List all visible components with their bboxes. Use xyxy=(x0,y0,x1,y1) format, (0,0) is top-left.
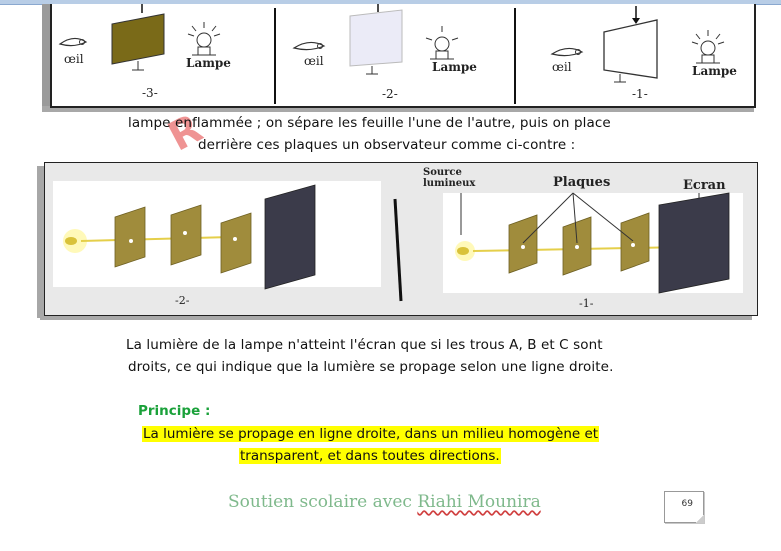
eye-label: œil xyxy=(304,54,324,68)
plate-A xyxy=(115,207,145,267)
paragraph-line: derrière ces plaques un observateur comme ci-contre : xyxy=(198,137,576,153)
hole-A xyxy=(129,239,133,243)
page-number-box xyxy=(664,491,704,523)
lamp-icon xyxy=(188,22,220,55)
screen-shape xyxy=(659,193,729,293)
eye-label: œil xyxy=(552,60,572,74)
page-number: 69 xyxy=(681,499,693,509)
footer-prefix: Soutien scolaire avec xyxy=(228,492,418,512)
experiment-number: -1- xyxy=(579,297,594,310)
hole-B xyxy=(183,231,187,235)
eye-label: œil xyxy=(64,52,84,66)
experiment-1 xyxy=(455,193,729,293)
footer-text xyxy=(228,492,541,512)
source-label: lumineux xyxy=(423,178,476,189)
arrow-head xyxy=(632,18,640,24)
principle-line: La lumière se propage en ligne droite, dans un milieu homogène et xyxy=(143,426,599,442)
plate-shape xyxy=(350,10,402,66)
lamp-label: Lampe xyxy=(186,56,231,70)
paragraph-line: droits, ce qui indique que la lumière se propage selon une ligne droite. xyxy=(128,359,614,375)
panel-number: -1- xyxy=(632,87,648,101)
plate-A xyxy=(509,215,537,273)
light-ray xyxy=(81,237,231,241)
lamp-label: Lampe xyxy=(432,60,477,74)
experiment-divider xyxy=(395,199,401,301)
watermark-mark: R xyxy=(161,105,210,161)
paragraph-line: lampe enflammée ; on sépare les feuille l'une de l'autre, puis on place xyxy=(128,115,611,131)
principle-title: Principe : xyxy=(138,403,211,419)
hole-B xyxy=(575,245,579,249)
screen-label: Ecran xyxy=(683,178,726,193)
footer-author: Riahi Mounira xyxy=(417,492,541,512)
hole-A xyxy=(521,245,525,249)
plates-label: Plaques xyxy=(553,175,611,190)
bulb-icon xyxy=(457,247,469,255)
hole-C xyxy=(631,243,635,247)
lamp-icon xyxy=(692,30,724,63)
panel-number: -3- xyxy=(142,86,158,100)
plate-shape xyxy=(604,20,657,78)
plate-C xyxy=(221,213,251,273)
plate-C xyxy=(621,213,649,271)
figure-top-shadow-left xyxy=(42,4,50,106)
paragraph-line: La lumière de la lampe n'atteint l'écran que si les trous A, B et C sont xyxy=(126,337,603,353)
lamp-label: Lampe xyxy=(692,64,737,78)
figure-bottom-drawing xyxy=(45,163,757,315)
experiment-number: -2- xyxy=(175,294,190,307)
principle-line: transparent, et dans toutes directions. xyxy=(240,448,500,464)
plate-shape xyxy=(112,14,164,64)
plate-B xyxy=(171,205,201,265)
figure-source-plates-screen xyxy=(44,162,758,316)
hole-C xyxy=(233,237,237,241)
lamp-icon xyxy=(426,26,458,59)
figure-bottom-shadow-left xyxy=(37,166,44,318)
experiment-2 xyxy=(63,185,315,289)
bulb-icon xyxy=(65,237,77,245)
panel-number: -2- xyxy=(382,87,398,101)
screen-shape xyxy=(265,185,315,289)
source-label: Source xyxy=(423,167,462,178)
figure-eye-plate-lamp xyxy=(50,4,756,108)
